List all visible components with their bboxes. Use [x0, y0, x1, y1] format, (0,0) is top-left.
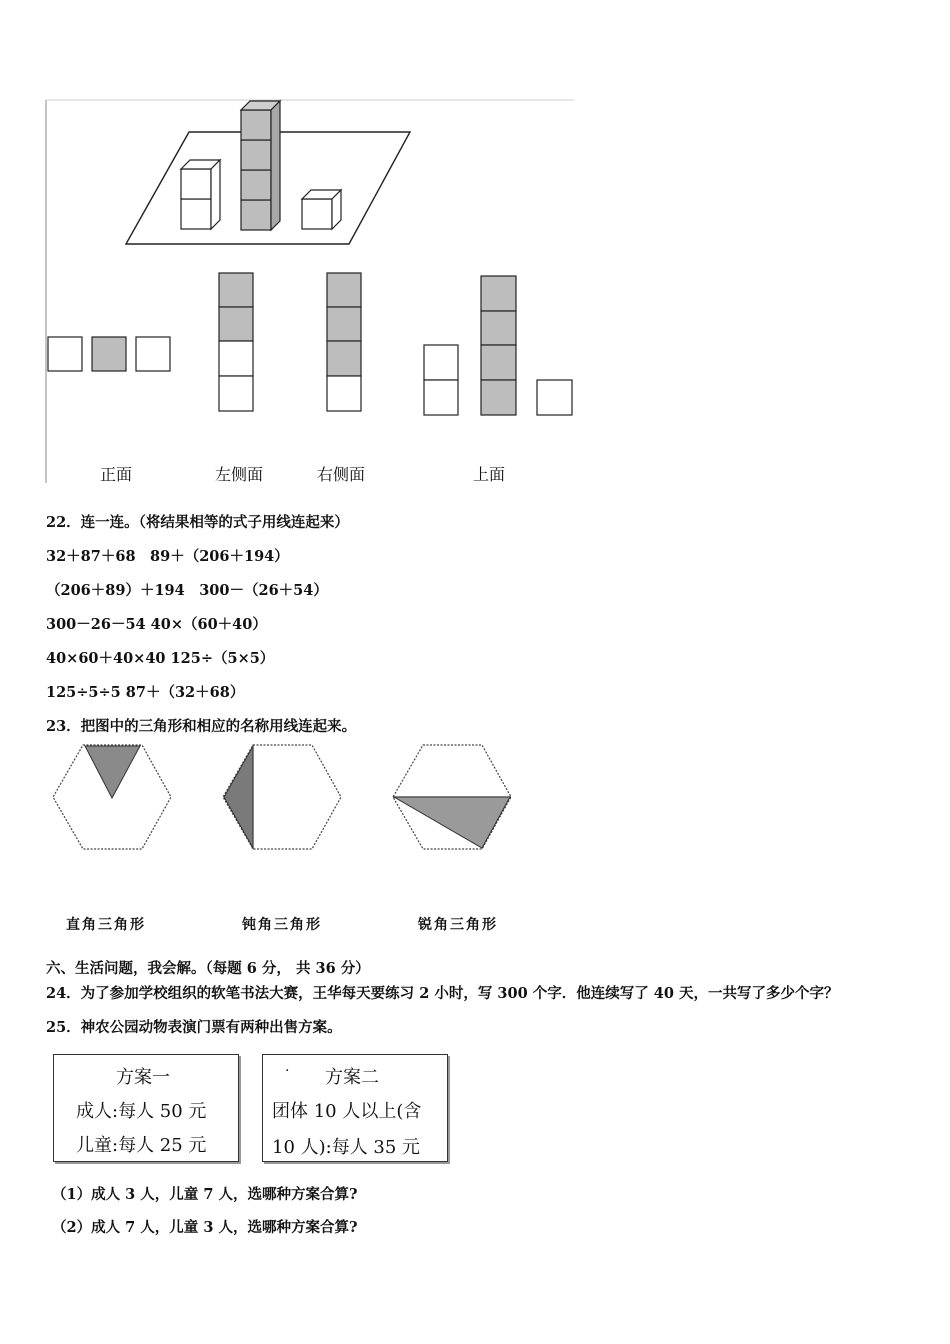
hexagon-figure-3	[390, 742, 515, 852]
q24-text: 24．为了参加学校组织的软笔书法大赛，王华每天要练习 2 小时，写 300 个字．他连续写了 40 天，一共写了多少个字？	[46, 985, 839, 1002]
q22-line-3: 300－26－54 40×（60＋40）	[46, 616, 267, 633]
q22-title: 22．连一连。（将结果相等的式子用线连起来）	[46, 514, 349, 531]
cube-stack-tall	[241, 101, 280, 230]
plan2-box	[262, 1054, 448, 1162]
label-obtuse-triangle: 钝角三角形	[242, 917, 322, 933]
obtuse-triangle-shaded	[224, 746, 253, 848]
plan2-title: 方案二	[325, 1067, 379, 1088]
acute-triangle-shaded	[394, 797, 510, 848]
q22-line-1: 32＋87＋68 89＋（206＋194）	[46, 548, 289, 565]
q22-line-2: （206＋89）＋194 300－（26＋54）	[46, 582, 328, 599]
view-label-top: 上面	[473, 465, 506, 484]
q22-line-5: 125÷5÷5 87＋（32＋68）	[46, 684, 245, 701]
cube-single-right	[302, 190, 341, 229]
plan2-line-1: 团体 10 人以上(含	[272, 1101, 422, 1122]
plan1-line-2: 儿童:每人 25 元	[76, 1135, 207, 1156]
view-label-right: 右侧面	[317, 465, 366, 484]
plan2-line-2: 10 人):每人 35 元	[272, 1137, 421, 1158]
cube-stack-left	[181, 160, 220, 229]
q25-title: 25．神农公园动物表演门票有两种出售方案。	[46, 1019, 342, 1036]
plan1-title: 方案一	[116, 1067, 170, 1088]
plan2-dot: ·	[285, 1063, 290, 1079]
plan1-box	[53, 1054, 239, 1162]
q22-line-4: 40×60＋40×40 125÷（5×5）	[46, 650, 275, 667]
right-side-view	[327, 273, 361, 411]
hexagon-figure-1	[50, 742, 175, 852]
q25-sub-2: （2）成人 7 人，儿童 3 人，选哪种方案合算?	[52, 1219, 358, 1236]
right-triangle-shaded	[85, 746, 140, 798]
label-right-triangle: 直角三角形	[66, 917, 146, 933]
q25-sub-1: （1）成人 3 人，儿童 7 人，选哪种方案合算?	[52, 1186, 358, 1203]
left-side-view	[219, 273, 253, 411]
hexagon-figure-2	[220, 742, 345, 852]
section6-title: 六、生活问题，我会解。（每题 6 分， 共 36 分）	[46, 960, 370, 977]
views-figure-svg	[44, 98, 576, 493]
front-view	[48, 337, 170, 371]
q23-title: 23．把图中的三角形和相应的名称用线连起来。	[46, 718, 357, 735]
label-acute-triangle: 锐角三角形	[418, 917, 498, 933]
view-label-front: 正面	[100, 465, 133, 484]
view-label-left: 左侧面	[215, 465, 264, 484]
plan1-line-1: 成人:每人 50 元	[76, 1101, 207, 1122]
top-view	[424, 276, 572, 415]
views-figure	[44, 98, 576, 493]
